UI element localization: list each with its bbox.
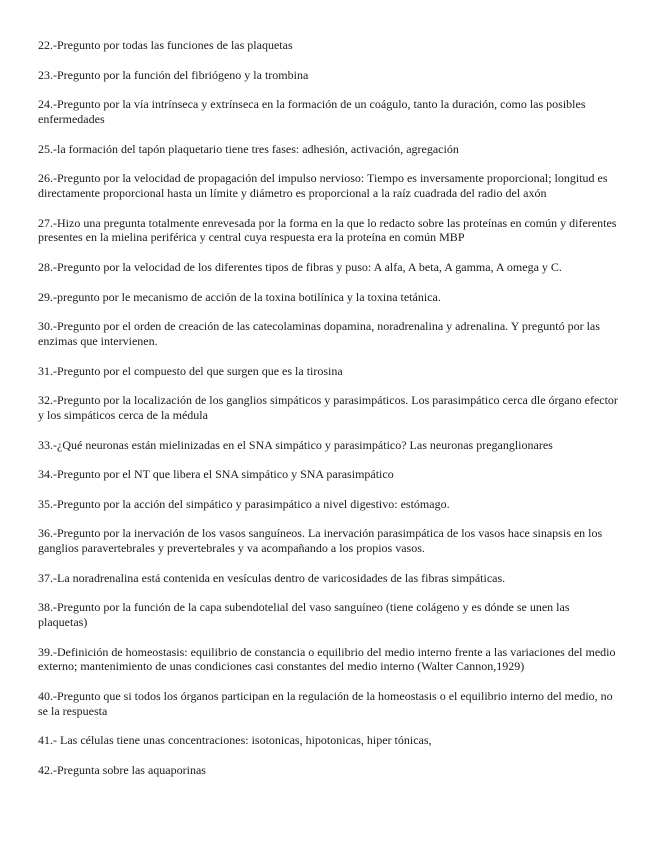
paragraph-29: 29.-pregunto por le mecanismo de acción de la toxina botilínica y la toxina tetánica.	[38, 289, 441, 304]
paragraph-26: 26.-Pregunto por la velocidad de propagación del impulso nervioso: Tiempo es inversamente proporcional; longitud es directamente proporcional hasta un límite y diámetro es proporcional a la raíz cuadrada del radio del axón	[38, 171, 608, 200]
paragraph-32: 32.-Pregunto por la localización de los ganglios simpáticos y parasimpáticos. Los parasimpático cerca dle órgano efector y los simpáticos cerca de la médula	[38, 393, 618, 422]
paragraph-30: 30.-Pregunto por el orden de creación de las catecolaminas dopamina, noradrenalina y adrenalina. Y preguntó por las enzimas que intervienen.	[38, 319, 600, 348]
paragraph-23: 23.-Pregunto por la función del fibriógeno y la trombina	[38, 67, 309, 82]
paragraph-25: 25.-la formación del tapón plaquetario tiene tres fases: adhesión, activación, agregación	[38, 141, 459, 156]
paragraph-33: 33.-¿Qué neuronas están mielinizadas en el SNA simpático y parasimpático? Las neuronas preganglionares	[38, 437, 553, 452]
paragraph-39: 39.-Definición de homeostasis: equilibrio de constancia o equilibrio del medio interno frente a las variaciones del medio externo; mantenimiento de unas condiciones casi constantes del medio interno (Walter Cannon,1929)	[38, 644, 616, 674]
paragraph-38: 38.-Pregunto por la función de la capa subendotelial del vaso sanguíneo (tiene colágeno y es dónde se unen las plaquetas)	[38, 600, 570, 630]
paragraph-34: 34.-Pregunto por el NT que libera el SNA simpático y SNA parasimpático	[38, 467, 394, 482]
paragraph-36: 36.-Pregunto por la inervación de los vasos sanguíneos. La inervación parasimpática de los vasos hace sinapsis en los ganglios paravertebrales y prevertebrales y va acompañando a los propios vasos.	[38, 526, 603, 556]
paragraph-40: 40.-Pregunto que si todos los órganos participan en la regulación de la homeostasis o el equilibrio interno del medio, no se la respuesta	[38, 689, 613, 718]
paragraph-24: 24.-Pregunto por la vía intrínseca y extrínseca en la formación de un coágulo, tanto la duración, como las posibles enfermedades	[38, 97, 586, 126]
paragraph-37: 37.-La noradrenalina está contenida en vesículas dentro de varicosidades de las fibras simpáticas.	[38, 570, 506, 585]
document-page	[38, 38, 618, 793]
paragraph-28: 28.-Pregunto por la velocidad de los diferentes tipos de fibras y puso: A alfa, A beta, A gamma, A omega y C.	[38, 259, 562, 274]
paragraph-31: 31.-Pregunto por el compuesto del que surgen que es la tirosina	[38, 363, 343, 378]
paragraph-42: 42.-Pregunta sobre las aquaporinas	[38, 763, 206, 778]
paragraph-22: 22.-Pregunto por todas las funciones de las plaquetas	[38, 38, 293, 52]
paragraph-35: 35.-Pregunto por la acción del simpático y parasimpático a nivel digestivo: estómago.	[38, 496, 450, 511]
paragraph-41: 41.- Las células tiene unas concentraciones: isotonicas, hipotonicas, hiper tónicas,	[38, 733, 432, 748]
paragraph-27: 27.-Hizo una pregunta totalmente enrevesada por la forma en la que lo redacto sobre las proteínas en común y diferentes presentes en la mielina periférica y central cuya respuesta era la proteína en común MBP	[38, 215, 617, 245]
